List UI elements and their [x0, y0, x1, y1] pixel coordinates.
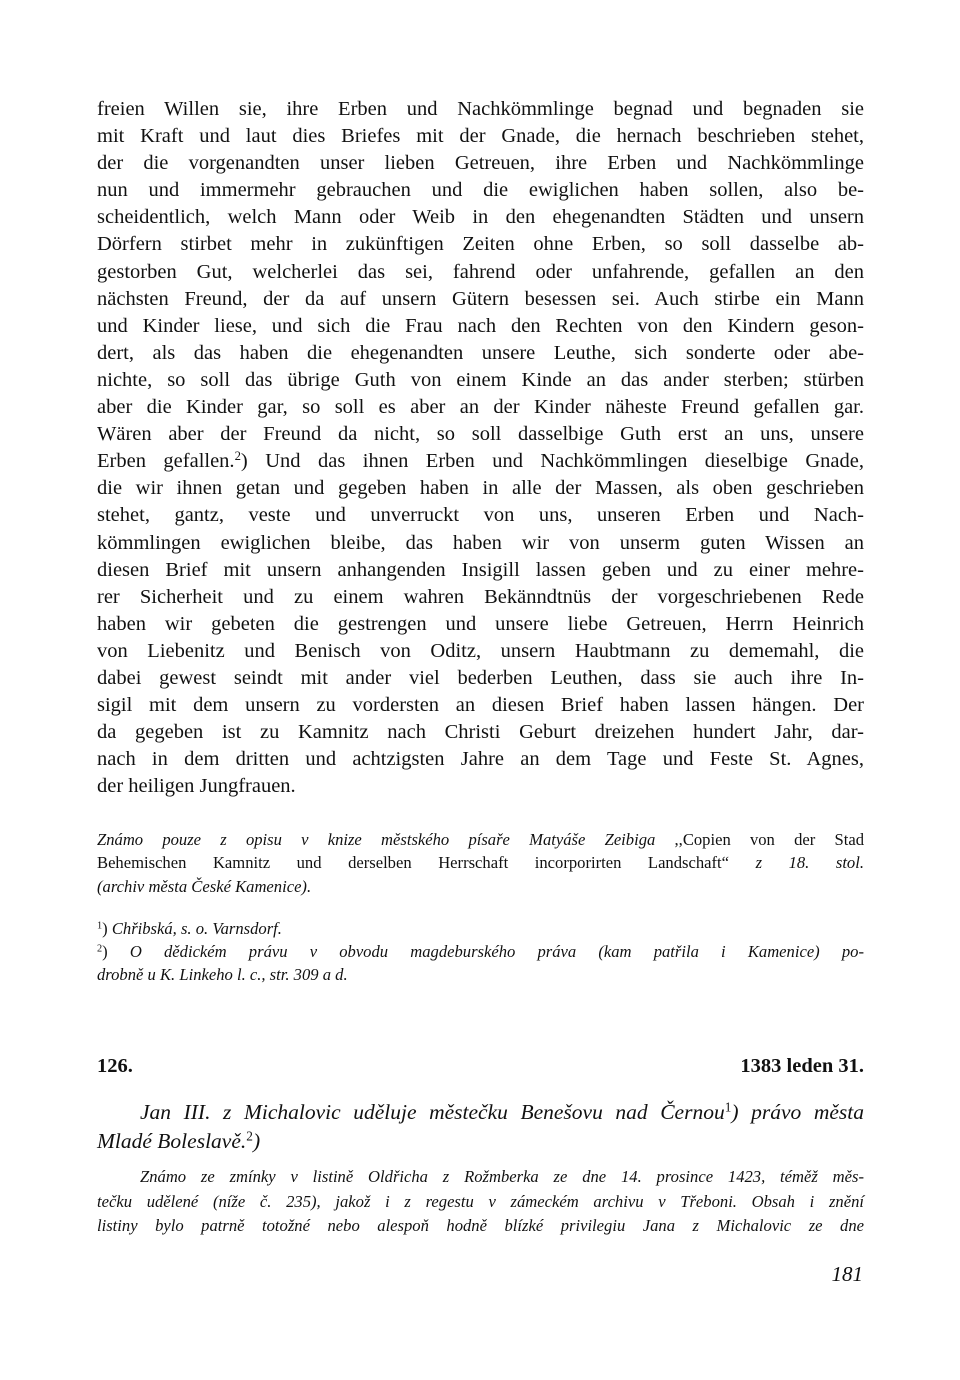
text-line: diesen Brief mit unsern anhangenden Insigill lassen geben und zu einer mehre- — [97, 558, 864, 581]
document-number: 126. — [97, 1055, 133, 1077]
regest-line — [140, 1098, 864, 1127]
note-line — [97, 828, 864, 851]
text-line: scheidentlich, welch Mann oder Weib in den ehegenandten Städten und unsern — [97, 206, 864, 229]
text-line: rer Sicherheit und zu einem wahren Bekänndtnüs der vorgeschriebenen Rede — [97, 585, 864, 608]
text-segment: ) Und das ihnen Erben und Nachkömmlingen dieselbige Gnade, — [240, 450, 864, 473]
note-roman: Behemischen Kamnitz und derselben Herrschaft incorporirten Landschaft“ — [97, 853, 730, 873]
note-line — [97, 851, 864, 874]
footnote-number: 2 — [97, 943, 103, 955]
text-line: da gegeben ist zu Kamnitz nach Christi Geburt dreizehen hundert Jahr, dar- — [97, 721, 864, 744]
text-line: freien Willen sie, ihre Erben und Nachkömmlinge begnad und begnaden sie — [97, 98, 864, 120]
footnote-ref: 2 — [246, 1128, 253, 1144]
text-line: und Kinder liese, und sich die Frau nach den Rechten von den Kindern geson- — [97, 314, 864, 337]
note-italic: Známo pouze z opisu v knize městského písaře Matyáše Zeibiga — [97, 830, 675, 849]
intro-line: tečku udělené (níže č. 235), jakož i z regestu v zámeckém archivu v Třeboni. Obsah i znění — [97, 1191, 864, 1211]
text-segment: Erben gefallen. — [97, 450, 235, 473]
regest-text: ) — [252, 1129, 261, 1153]
regest-text: Mladé Boleslavě. — [97, 1129, 247, 1153]
text-line: der die vorgenandten unser lieben Getreuen, ihre Erben und Nachkömmlinge — [97, 152, 864, 175]
note-italic: z 18. stol. — [729, 853, 864, 873]
text-line: von Liebenitz und Benisch von Oditz, unsern Haubtmann zu dememahl, die — [97, 639, 864, 662]
regest-text: Jan III. z Michalovic uděluje městečku Benešovu nad Černou — [140, 1100, 725, 1124]
footnotes — [97, 917, 864, 987]
footnote-text: O dědickém právu v obvodu magdeburského práva (kam patřila i Kamenice) po- — [129, 942, 864, 962]
intro-line: listiny bylo patrně totožné nebo alespoň hodně blízké privilegiu Jana z Michalovic ze dne — [97, 1216, 864, 1236]
footnote-2: $^2$) O dědickém právu v obvodu magdeburského práva (kam patřila i Kamenice) po- — [97, 942, 864, 962]
text-line: dabei gewest seindt mit ander viel bederben Leuthen, dass sie auch ihre In- — [97, 666, 864, 689]
regest-text: ) právo města — [731, 1100, 865, 1124]
document-date: 1383 leden 31. — [740, 1055, 864, 1077]
text-line: stehet, gantz, veste und unverruckt von uns, unseren Erben und Nach- — [97, 504, 864, 527]
text-line: Dörfern stirbet mehr in zukünftigen Zeiten ohne Erben, so soll dasselbe ab- — [97, 233, 864, 256]
text-line: nächsten Freund, der da auf unsern Gütern besessen sei. Auch stirbe ein Mann — [97, 287, 864, 310]
charter-text — [97, 96, 864, 800]
intro-note — [97, 1165, 864, 1239]
text-line: nichte, so soll das übrige Guth von einem Kinde an das ander sterben; stürben — [97, 368, 864, 391]
text-line: nun und immermehr gebrauchen und die ewiglichen haben sollen, also be- — [97, 179, 864, 202]
regest-line — [97, 1127, 864, 1156]
text-line: gestorben Gut, welcherlei das sei, fahrend oder unfahrende, gefallen an den — [97, 260, 864, 283]
text-line: die wir ihnen getan und gegeben haben in alle der Massen, als oben geschrieben — [97, 477, 864, 500]
text-line — [97, 448, 864, 475]
text-line: aber die Kinder gar, so soll es aber an der Kinder näheste Freund gefallen gar. — [97, 396, 864, 419]
text-line: kömmlingen ewiglichen bleibe, das haben wir von unserm guten Wissen an — [97, 531, 864, 554]
footnote-2-cont: drobně u K. Linkeho l. c., str. 309 a d. — [97, 965, 348, 985]
regest — [97, 1098, 865, 1156]
source-note — [97, 828, 864, 898]
text-line: sigil mit dem unsern zu vordersten an diesen Brief haben lassen hängen. Der — [97, 694, 864, 717]
text-line: mit Kraft und laut dies Briefes mit der Gnade, die hernach beschrieben stehet, — [97, 125, 864, 148]
text-line: haben wir gebeten die gestrengen und unsere liebe Getreuen, Herrn Heinrich — [97, 612, 864, 635]
intro-line: Známo ze zmínky v listině Oldřicha z Rožmberka ze dne 14. prosince 1423, téměž měs- — [140, 1167, 864, 1186]
text-line: Wären aber der Freund da nicht, so soll dasselbige Guth erst an uns, unsere — [97, 423, 864, 446]
footnote-1: $^1$) Chřibská, s. o. Varnsdorf. — [97, 919, 282, 938]
note-roman: ,,Copien von der Stad — [674, 830, 864, 849]
footnote-ref: 2 — [234, 449, 241, 464]
text-line: nach in dem dritten und achtzigsten Jahre an dem Tage und Feste St. Agnes, — [97, 748, 864, 771]
footnote-number: 1 — [97, 920, 103, 932]
note-line: (archiv města České Kamenice). — [97, 876, 312, 896]
text-line: dert, als das haben die ehegenandten unsere Leuthe, sich sonderte oder abe- — [97, 341, 864, 364]
footnote-ref: 1 — [724, 1099, 732, 1115]
text-line: der heiligen Jungfrauen. — [97, 775, 296, 798]
page-number: 181 — [831, 1262, 863, 1286]
footnote-text: Chřibská, s. o. Varnsdorf. — [111, 919, 282, 938]
